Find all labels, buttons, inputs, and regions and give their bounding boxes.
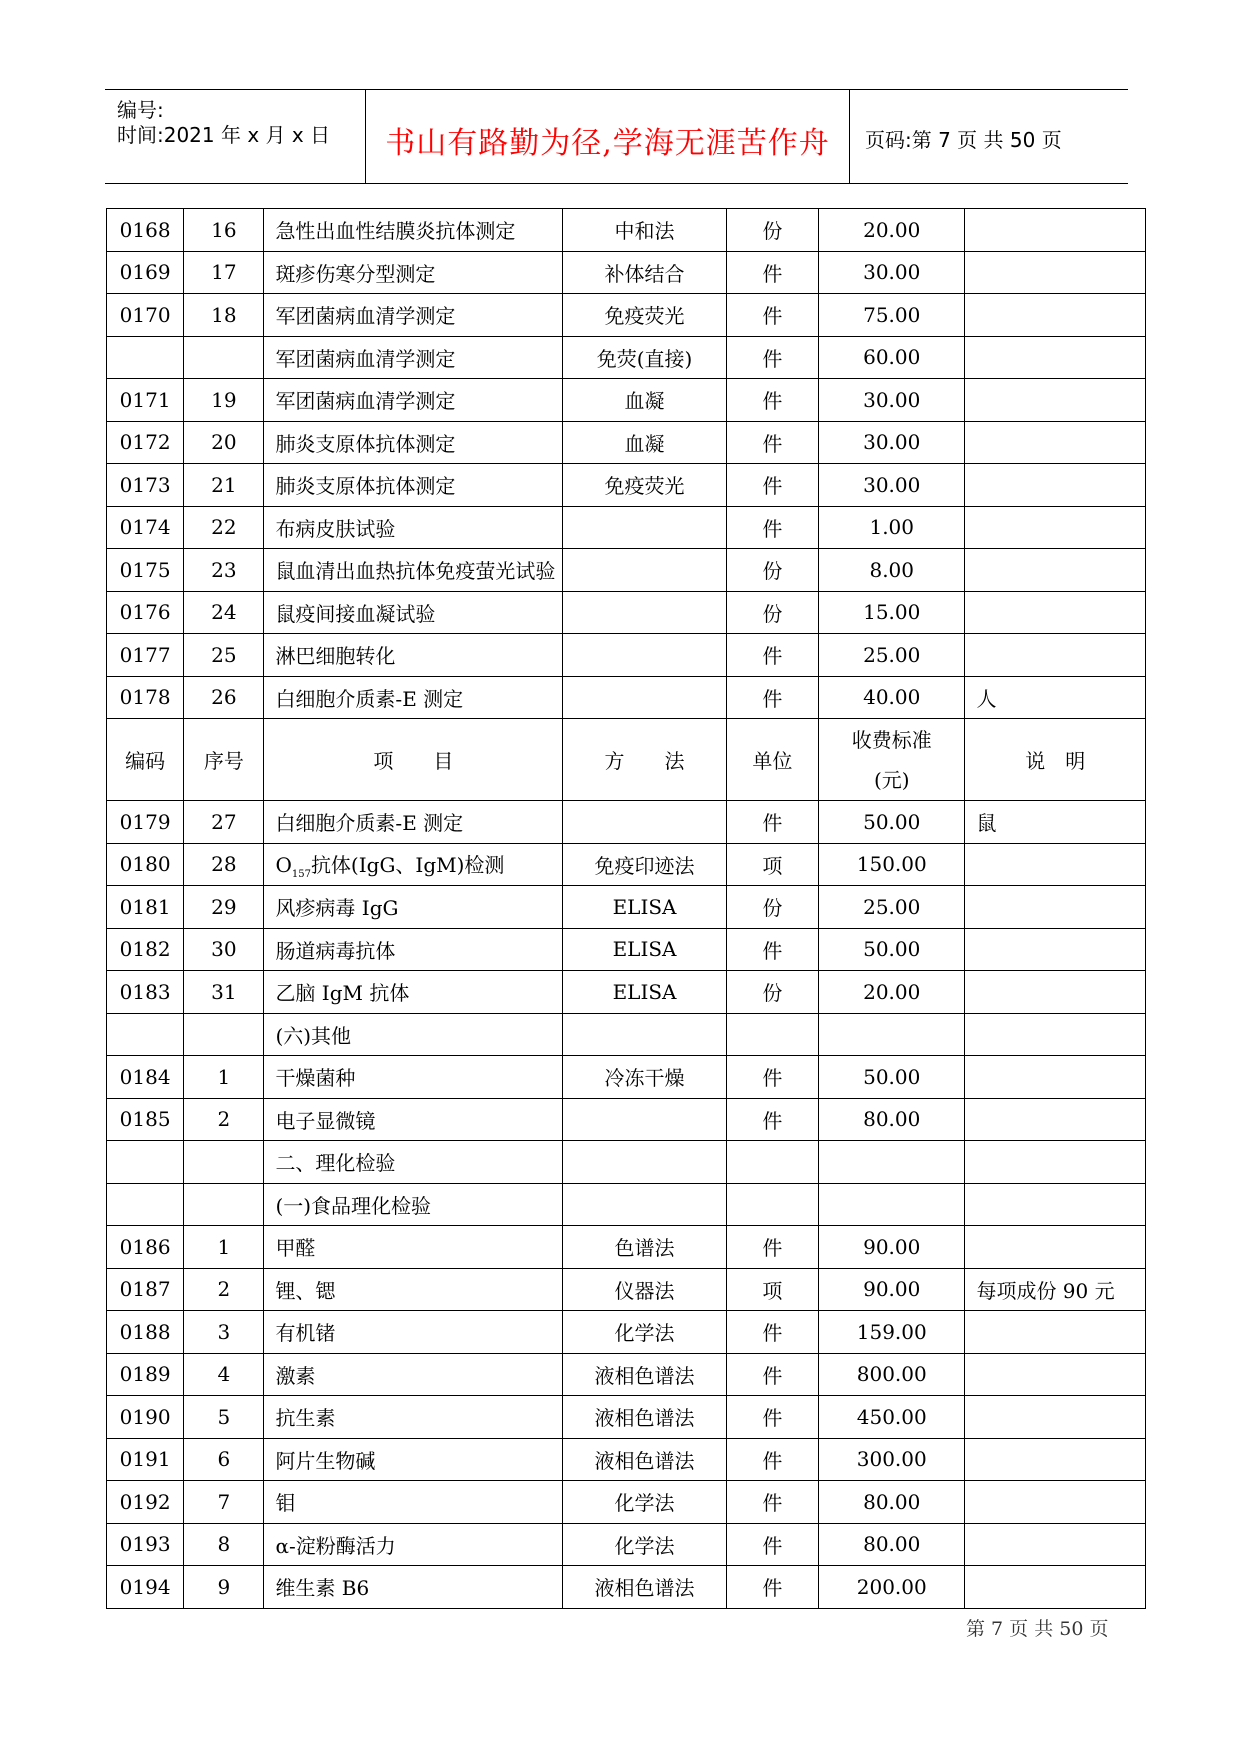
cell-method: 液相色谱法	[563, 1566, 726, 1609]
cell-fee: 20.00	[819, 971, 965, 1014]
cell-seq: 1	[184, 1226, 264, 1269]
cell-item: (一)食品理化检验	[264, 1183, 563, 1226]
page-footer: 第 7 页 共 50 页	[966, 1618, 1109, 1640]
cell-fee: 25.00	[819, 634, 965, 677]
cell-seq	[184, 336, 264, 379]
cell-code: 0189	[107, 1353, 184, 1396]
cell-unit: 项	[726, 843, 818, 886]
cell-note	[965, 971, 1146, 1014]
item-subscript: 157	[291, 868, 311, 880]
cell-fee: 450.00	[819, 1396, 965, 1439]
fee-table	[106, 208, 1146, 1609]
cell-code: 0182	[107, 928, 184, 971]
cell-unit: 件	[726, 379, 818, 422]
cell-item: 抗生素	[264, 1396, 563, 1439]
cell-code: 0180	[107, 843, 184, 886]
cell-code	[107, 336, 184, 379]
cell-method	[563, 1141, 726, 1184]
cell-code: 0170	[107, 294, 184, 337]
cell-unit	[726, 1141, 818, 1184]
table-row	[107, 843, 1146, 886]
cell-note	[965, 1523, 1146, 1566]
cell-seq: 4	[184, 1353, 264, 1396]
cell-item: 甲醛	[264, 1226, 563, 1269]
cell-fee	[819, 1183, 965, 1226]
cell-code: 0172	[107, 421, 184, 464]
cell-item: 军团菌病血清学测定	[264, 379, 563, 422]
cell-fee: 50.00	[819, 928, 965, 971]
table-header-row	[107, 719, 1146, 801]
cell-code: 0185	[107, 1098, 184, 1141]
table-row	[107, 591, 1146, 634]
cell-method: 化学法	[563, 1523, 726, 1566]
cell-fee: 50.00	[819, 1056, 965, 1099]
cell-method: 免荧(直接)	[563, 336, 726, 379]
cell-fee: 1.00	[819, 506, 965, 549]
cell-method	[563, 801, 726, 844]
cell-unit: 件	[726, 251, 818, 294]
table-row	[107, 549, 1146, 592]
cell-note	[965, 634, 1146, 677]
cell-unit: 件	[726, 801, 818, 844]
cell-method: 冷冻干燥	[563, 1056, 726, 1099]
cell-note	[965, 549, 1146, 592]
cell-fee: 80.00	[819, 1481, 965, 1524]
table-row	[107, 1268, 1146, 1311]
table-body-top	[107, 209, 1146, 719]
cell-unit: 份	[726, 886, 818, 929]
table-row	[107, 971, 1146, 1014]
cell-fee: 30.00	[819, 421, 965, 464]
cell-fee: 75.00	[819, 294, 965, 337]
cell-unit: 份	[726, 209, 818, 252]
cell-note	[965, 1226, 1146, 1269]
header-code: 编码	[107, 719, 184, 801]
cell-item: 肺炎支原体抗体测定	[264, 464, 563, 507]
table-row	[107, 928, 1146, 971]
cell-code: 0193	[107, 1523, 184, 1566]
cell-code: 0181	[107, 886, 184, 929]
table-row	[107, 1566, 1146, 1609]
cell-method: 免疫荧光	[563, 294, 726, 337]
cell-method: 液相色谱法	[563, 1396, 726, 1439]
cell-note	[965, 928, 1146, 971]
cell-seq: 23	[184, 549, 264, 592]
cell-fee: 90.00	[819, 1268, 965, 1311]
cell-unit: 份	[726, 549, 818, 592]
table-row	[107, 209, 1146, 252]
cell-code: 0187	[107, 1268, 184, 1311]
cell-unit: 项	[726, 1268, 818, 1311]
cell-code	[107, 1141, 184, 1184]
cell-seq	[184, 1141, 264, 1184]
cell-fee	[819, 1013, 965, 1056]
cell-method: 补体结合	[563, 251, 726, 294]
cell-fee: 50.00	[819, 801, 965, 844]
header-fee	[819, 719, 965, 801]
cell-method: 液相色谱法	[563, 1438, 726, 1481]
cell-item: 乙脑 IgM 抗体	[264, 971, 563, 1014]
table-row	[107, 1183, 1146, 1226]
header-method: 方 法	[563, 719, 726, 801]
cell-note	[965, 1353, 1146, 1396]
cell-code	[107, 1183, 184, 1226]
cell-seq: 26	[184, 676, 264, 719]
cell-item: 布病皮肤试验	[264, 506, 563, 549]
time-label: 时间:2021 年 x 月 x 日	[117, 123, 331, 147]
cell-unit: 件	[726, 1353, 818, 1396]
table-row	[107, 506, 1146, 549]
cell-unit: 件	[726, 421, 818, 464]
cell-seq: 8	[184, 1523, 264, 1566]
cell-fee: 15.00	[819, 591, 965, 634]
cell-method: 血凝	[563, 379, 726, 422]
table-row	[107, 1523, 1146, 1566]
cell-method	[563, 676, 726, 719]
cell-fee: 80.00	[819, 1098, 965, 1141]
cell-unit: 件	[726, 1566, 818, 1609]
table-row	[107, 1438, 1146, 1481]
cell-code: 0192	[107, 1481, 184, 1524]
cell-unit	[726, 1183, 818, 1226]
table-row	[107, 676, 1146, 719]
cell-fee: 300.00	[819, 1438, 965, 1481]
cell-fee: 800.00	[819, 1353, 965, 1396]
table-row	[107, 251, 1146, 294]
cell-seq: 17	[184, 251, 264, 294]
cell-code	[107, 1013, 184, 1056]
cell-seq: 27	[184, 801, 264, 844]
cell-note	[965, 379, 1146, 422]
cell-note	[965, 421, 1146, 464]
cell-unit: 件	[726, 1396, 818, 1439]
cell-method: 免疫印迹法	[563, 843, 726, 886]
cell-method: 化学法	[563, 1481, 726, 1524]
cell-unit: 件	[726, 1056, 818, 1099]
cell-code: 0186	[107, 1226, 184, 1269]
cell-seq	[184, 1183, 264, 1226]
cell-item: 风疹病毒 IgG	[264, 886, 563, 929]
cell-method: 液相色谱法	[563, 1353, 726, 1396]
cell-note	[965, 1311, 1146, 1354]
cell-fee: 40.00	[819, 676, 965, 719]
cell-note	[965, 1481, 1146, 1524]
table-row	[107, 1013, 1146, 1056]
cell-note	[965, 336, 1146, 379]
cell-code: 0173	[107, 464, 184, 507]
cell-seq: 7	[184, 1481, 264, 1524]
cell-fee: 20.00	[819, 209, 965, 252]
header-unit: 单位	[726, 719, 818, 801]
cell-seq: 21	[184, 464, 264, 507]
table-row	[107, 464, 1146, 507]
cell-seq: 2	[184, 1268, 264, 1311]
cell-unit: 件	[726, 294, 818, 337]
table-body-bottom	[107, 886, 1146, 1609]
cell-seq: 2	[184, 1098, 264, 1141]
cell-note	[965, 464, 1146, 507]
cell-note	[965, 591, 1146, 634]
cell-fee	[819, 1141, 965, 1184]
cell-unit: 件	[726, 1523, 818, 1566]
cell-method: 免疫荧光	[563, 464, 726, 507]
cell-note	[965, 1438, 1146, 1481]
header-fee-line2: (元)	[873, 767, 910, 792]
header-seq: 序号	[184, 719, 264, 801]
cell-note	[965, 886, 1146, 929]
cell-seq: 25	[184, 634, 264, 677]
cell-item: 有机锗	[264, 1311, 563, 1354]
cell-item: 激素	[264, 1353, 563, 1396]
cell-item: 斑疹伤寒分型测定	[264, 251, 563, 294]
table-row	[107, 1056, 1146, 1099]
cell-unit	[726, 1013, 818, 1056]
cell-code: 0171	[107, 379, 184, 422]
cell-code: 0178	[107, 676, 184, 719]
cell-fee: 200.00	[819, 1566, 965, 1609]
cell-unit: 件	[726, 634, 818, 677]
header-middle-cell	[366, 90, 850, 183]
header-item: 项 目	[264, 719, 563, 801]
cell-item: 干燥菌种	[264, 1056, 563, 1099]
cell-method	[563, 1098, 726, 1141]
cell-seq: 31	[184, 971, 264, 1014]
cell-note	[965, 1183, 1146, 1226]
cell-item: 军团菌病血清学测定	[264, 294, 563, 337]
cell-seq	[184, 1013, 264, 1056]
cell-item: 淋巴细胞转化	[264, 634, 563, 677]
cell-item: 钼	[264, 1481, 563, 1524]
cell-method: 血凝	[563, 421, 726, 464]
cell-seq: 19	[184, 379, 264, 422]
cell-unit: 件	[726, 928, 818, 971]
cell-seq: 24	[184, 591, 264, 634]
cell-method	[563, 1013, 726, 1056]
table-row	[107, 801, 1146, 844]
cell-item: 二、理化检验	[264, 1141, 563, 1184]
cell-item: α-淀粉酶活力	[264, 1523, 563, 1566]
cell-note: 每项成份 90 元	[965, 1268, 1146, 1311]
cell-item: 白细胞介质素-E 测定	[264, 676, 563, 719]
cell-seq: 1	[184, 1056, 264, 1099]
document-header	[105, 89, 1128, 184]
cell-method: 中和法	[563, 209, 726, 252]
cell-item: 鼠血清出血热抗体免疫萤光试验	[264, 549, 563, 592]
cell-unit: 件	[726, 1481, 818, 1524]
cell-method	[563, 549, 726, 592]
cell-seq: 22	[184, 506, 264, 549]
cell-fee: 30.00	[819, 379, 965, 422]
table-row	[107, 421, 1146, 464]
cell-method	[563, 634, 726, 677]
page-indicator: 页码:第 7 页 共 50 页	[865, 128, 1062, 152]
cell-code: 0184	[107, 1056, 184, 1099]
cell-seq: 6	[184, 1438, 264, 1481]
cell-note	[965, 506, 1146, 549]
table-row	[107, 1141, 1146, 1184]
cell-note: 人	[965, 676, 1146, 719]
cell-unit: 件	[726, 1438, 818, 1481]
table-row	[107, 294, 1146, 337]
table-row	[107, 886, 1146, 929]
cell-note	[965, 1396, 1146, 1439]
cell-method	[563, 506, 726, 549]
cell-code: 0194	[107, 1566, 184, 1609]
cell-code: 0177	[107, 634, 184, 677]
number-label: 编号:	[117, 98, 164, 122]
cell-seq: 20	[184, 421, 264, 464]
cell-fee: 60.00	[819, 336, 965, 379]
table-row	[107, 1311, 1146, 1354]
cell-unit: 件	[726, 1098, 818, 1141]
motto-text: 书山有路勤为径,学海无涯苦作舟	[385, 126, 830, 161]
cell-seq: 29	[184, 886, 264, 929]
cell-fee: 8.00	[819, 549, 965, 592]
cell-fee: 90.00	[819, 1226, 965, 1269]
cell-note	[965, 1566, 1146, 1609]
cell-code: 0176	[107, 591, 184, 634]
cell-code: 0190	[107, 1396, 184, 1439]
cell-code: 0183	[107, 971, 184, 1014]
table-row	[107, 1226, 1146, 1269]
header-left-cell	[105, 90, 366, 183]
cell-item: 白细胞介质素-E 测定	[264, 801, 563, 844]
item-suffix: 抗体(IgG、IgM)检测	[310, 852, 505, 877]
cell-seq: 18	[184, 294, 264, 337]
cell-fee: 159.00	[819, 1311, 965, 1354]
cell-unit: 份	[726, 971, 818, 1014]
cell-seq: 16	[184, 209, 264, 252]
cell-unit: 件	[726, 1311, 818, 1354]
cell-item: 维生素 B6	[264, 1566, 563, 1609]
cell-seq: 5	[184, 1396, 264, 1439]
header-fee-line1: 收费标准	[851, 727, 932, 752]
cell-unit: 件	[726, 336, 818, 379]
cell-method	[563, 591, 726, 634]
cell-item: 锂、锶	[264, 1268, 563, 1311]
cell-item: 电子显微镜	[264, 1098, 563, 1141]
cell-note	[965, 294, 1146, 337]
table-row	[107, 336, 1146, 379]
header-note: 说 明	[965, 719, 1146, 801]
cell-unit: 件	[726, 676, 818, 719]
cell-seq: 30	[184, 928, 264, 971]
table-row	[107, 1396, 1146, 1439]
cell-seq: 28	[184, 843, 264, 886]
table-row	[107, 379, 1146, 422]
cell-fee: 30.00	[819, 251, 965, 294]
cell-item: 肺炎支原体抗体测定	[264, 421, 563, 464]
cell-item: (六)其他	[264, 1013, 563, 1056]
table-row	[107, 1098, 1146, 1141]
cell-code: 0179	[107, 801, 184, 844]
item-prefix: O	[275, 852, 292, 877]
cell-method: 色谱法	[563, 1226, 726, 1269]
cell-code: 0168	[107, 209, 184, 252]
cell-note	[965, 1098, 1146, 1141]
cell-item: 急性出血性结膜炎抗体测定	[264, 209, 563, 252]
cell-note	[965, 843, 1146, 886]
cell-note: 鼠	[965, 801, 1146, 844]
cell-item: 阿片生物碱	[264, 1438, 563, 1481]
table-row	[107, 634, 1146, 677]
cell-note	[965, 1056, 1146, 1099]
cell-method: 化学法	[563, 1311, 726, 1354]
cell-fee: 25.00	[819, 886, 965, 929]
cell-method: ELISA	[563, 886, 726, 929]
cell-code: 0169	[107, 251, 184, 294]
cell-method: ELISA	[563, 928, 726, 971]
header-right-cell	[850, 90, 1128, 183]
cell-fee: 150.00	[819, 843, 965, 886]
cell-seq: 9	[184, 1566, 264, 1609]
cell-code: 0191	[107, 1438, 184, 1481]
table-row	[107, 1481, 1146, 1524]
cell-code: 0175	[107, 549, 184, 592]
cell-item: 鼠疫间接血凝试验	[264, 591, 563, 634]
cell-item: 军团菌病血清学测定	[264, 336, 563, 379]
cell-method	[563, 1183, 726, 1226]
table-row	[107, 1353, 1146, 1396]
cell-unit: 份	[726, 591, 818, 634]
cell-method: ELISA	[563, 971, 726, 1014]
table-header-section	[107, 719, 1146, 886]
cell-note	[965, 1013, 1146, 1056]
cell-unit: 件	[726, 506, 818, 549]
cell-method: 仪器法	[563, 1268, 726, 1311]
cell-unit: 件	[726, 1226, 818, 1269]
cell-note	[965, 209, 1146, 252]
cell-note	[965, 251, 1146, 294]
cell-code: 0174	[107, 506, 184, 549]
cell-unit: 件	[726, 464, 818, 507]
cell-seq: 3	[184, 1311, 264, 1354]
cell-item	[264, 843, 563, 886]
cell-code: 0188	[107, 1311, 184, 1354]
cell-fee: 30.00	[819, 464, 965, 507]
cell-fee: 80.00	[819, 1523, 965, 1566]
cell-note	[965, 1141, 1146, 1184]
cell-item: 肠道病毒抗体	[264, 928, 563, 971]
